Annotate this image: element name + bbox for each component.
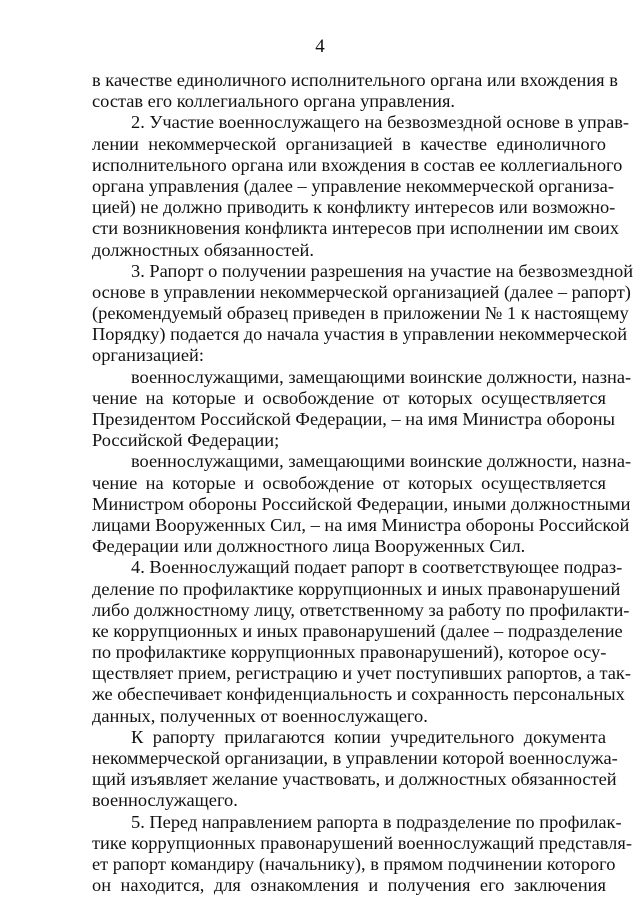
- text-line: Федерации или должностного лица Вооруженных Сил.: [92, 536, 526, 557]
- text-line: Порядку) подается до начала участия в управлении некоммерческой: [92, 324, 628, 345]
- text-line: цией) не должно приводить к конфликту интересов или возможно-: [92, 197, 616, 218]
- text-line: чение на которые и освобождение от которых осуществляется: [92, 387, 606, 408]
- body-text: [92, 70, 634, 896]
- text-line: чение на которые и освобождение от которых осуществляется: [92, 472, 606, 493]
- text-line: некоммерческой организации, в управлении которой военнослужа-: [92, 748, 618, 768]
- text-line: он находится, для ознакомления и получения его заключения: [92, 875, 606, 896]
- page-number: 4: [315, 36, 325, 57]
- text-line: 2. Участие военнослужащего на безвозмездной основе в управ-: [131, 112, 630, 133]
- text-line: должностных обязанностей.: [92, 239, 314, 260]
- text-line: тике коррупционных правонарушений военнослужащий представля-: [92, 832, 632, 853]
- text-line: щий изъявляет желание участвовать, и должностных обязанностей: [92, 769, 617, 790]
- text-line: ке коррупционных и иных правонарушений (далее – подразделение: [92, 620, 623, 641]
- text-line: лении некоммерческой организацией в качестве единоличного: [92, 133, 606, 154]
- text-line: военнослужащими, замещающими воинские должности, назна-: [131, 451, 632, 472]
- text-line: Российской Федерации;: [92, 430, 280, 451]
- text-line: (рекомендуемый образец приведен в приложении № 1 к настоящему: [92, 303, 629, 324]
- text-line: организацией:: [92, 345, 205, 366]
- text-line: ет рапорт командиру (начальнику), в прямом подчинении которого: [92, 853, 616, 874]
- text-line: сти возникновения конфликта интересов при исполнении им своих: [92, 218, 619, 239]
- text-line: в качестве единоличного исполнительного органа или вхождения в: [92, 70, 618, 90]
- text-line: 5. Перед направлением рапорта в подразделение по профилак-: [131, 811, 622, 832]
- text-line: 4. Военнослужащий подает рапорт в соответствующее подраз-: [131, 557, 623, 578]
- text-line: же обеспечивает конфиденциальность и сохранность персональных: [92, 684, 625, 705]
- text-line: Президентом Российской Федерации, – на имя Министра обороны: [92, 409, 616, 429]
- text-line: основе в управлении некоммерческой организацией (далее – рапорт): [92, 281, 631, 302]
- text-line: исполнительного органа или вхождения в состав ее коллегиального: [92, 154, 623, 175]
- text-line: К рапорту прилагаются копии учредительного документа: [131, 726, 606, 747]
- text-line: органа управления (далее – управление некоммерческой организа-: [92, 175, 614, 196]
- text-line: либо должностному лицу, ответственному за работу по профилакти-: [92, 599, 630, 620]
- text-line: военнослужащими, замещающими воинские должности, назна-: [131, 366, 632, 387]
- text-line: 3. Рапорт о получении разрешения на участие на безвозмездной: [131, 260, 634, 281]
- text-line: Министром обороны Российской Федерации, иными должностными: [92, 493, 631, 514]
- text-line: по профилактике коррупционных правонарушений), которое осу-: [92, 642, 607, 663]
- text-line: деление по профилактике коррупционных и иных правонарушений: [92, 578, 621, 599]
- text-line: военнослужащего.: [92, 790, 238, 811]
- text-line: данных, полученных от военнослужащего.: [92, 705, 428, 726]
- text-line: ществляет прием, регистрацию и учет поступивших рапортов, а так-: [92, 663, 631, 684]
- text-line: состав его коллегиального органа управления.: [92, 91, 455, 112]
- text-line: лицами Вооруженных Сил, – на имя Министра обороны Российской: [92, 514, 630, 535]
